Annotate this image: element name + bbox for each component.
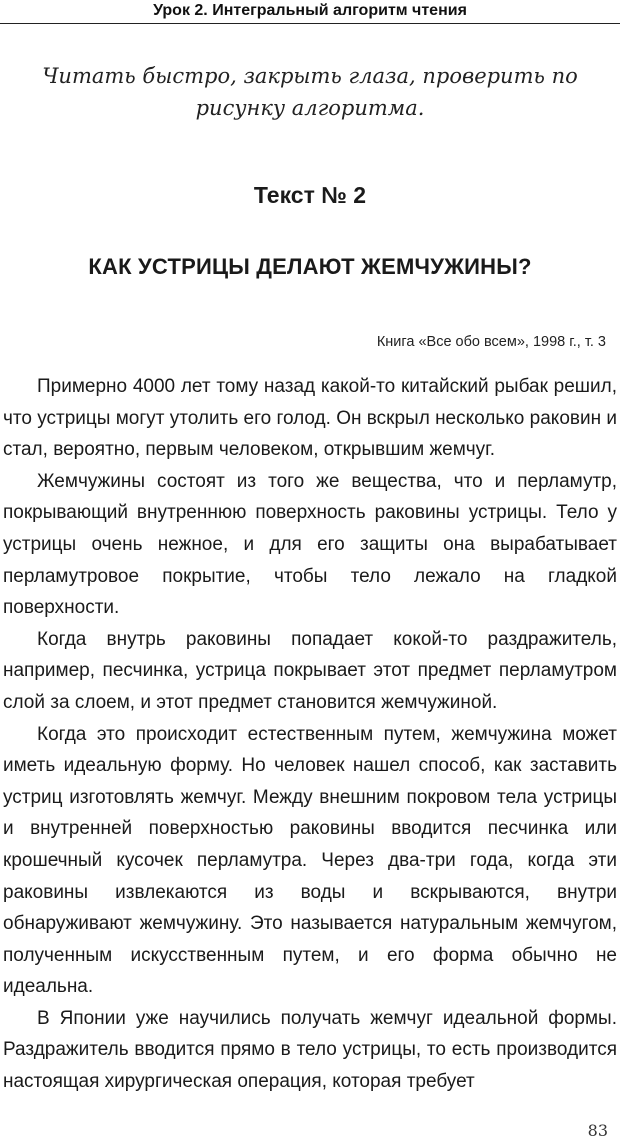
paragraph: Примерно 4000 лет тому назад какой-то китайский рыбак решил, что устрицы могут утолить его голод. Он вскрыл несколько раковин и стал, вероятно, первым человеком, открывшим жемчуг. [3, 376, 617, 461]
article-title: КАК УСТРИЦЫ ДЕЛАЮТ ЖЕМЧУЖИНЫ? [88, 254, 532, 279]
paragraph: Когда внутрь раковины попадает кокой-то раздражитель, например, песчинка, устрица покрывает этот предмет перламутром слой за слоем, и этот предмет становится жемчужиной. [3, 628, 617, 713]
paragraph: Жемчужины состоят из того же вещества, что и перламутр, покрывающий внутреннюю поверхность раковины устрицы. Тело у устрицы очень нежное, и для его защиты она вырабатывает перламутровое покрытие, чтобы тело лежало на гладкой поверхности. [3, 470, 617, 619]
page-number: 83 [587, 1121, 608, 1140]
running-head: Урок 2. Интегральный алгоритм чтения [153, 2, 467, 19]
epigraph: Читать быстро, закрыть глаза, проверить по рисунку алгоритма. [42, 64, 578, 120]
source-citation: Книга «Все обо всем», 1998 г., т. 3 [376, 334, 606, 350]
paragraph: В Японии уже научились получать жемчуг идеальной формы. Раздражитель вводится прямо в тело устрицы, то есть производится настоящая хирургическая операция, которая требует [3, 1007, 617, 1093]
body-text [3, 371, 617, 1098]
paragraph: Когда это происходит естественным путем, жемчужина может иметь идеальную форму. Но человек нашел способ, как заставить устриц изготовлять жемчуг. Между внешним покровом тела устрицы и внутренней поверхностью раковины вводится песчинка или крошечный кусочек перламутра. Через два-три года, когда эти раковины извлекаются из воды и вскрываются, внутри обнаруживают жемчужину. Это называется натуральным жемчугом, полученным искусственным путем, и его форма обычно не идеальна. [3, 723, 617, 998]
text-number-heading: Текст № 2 [253, 182, 367, 208]
header-rule [0, 23, 620, 24]
